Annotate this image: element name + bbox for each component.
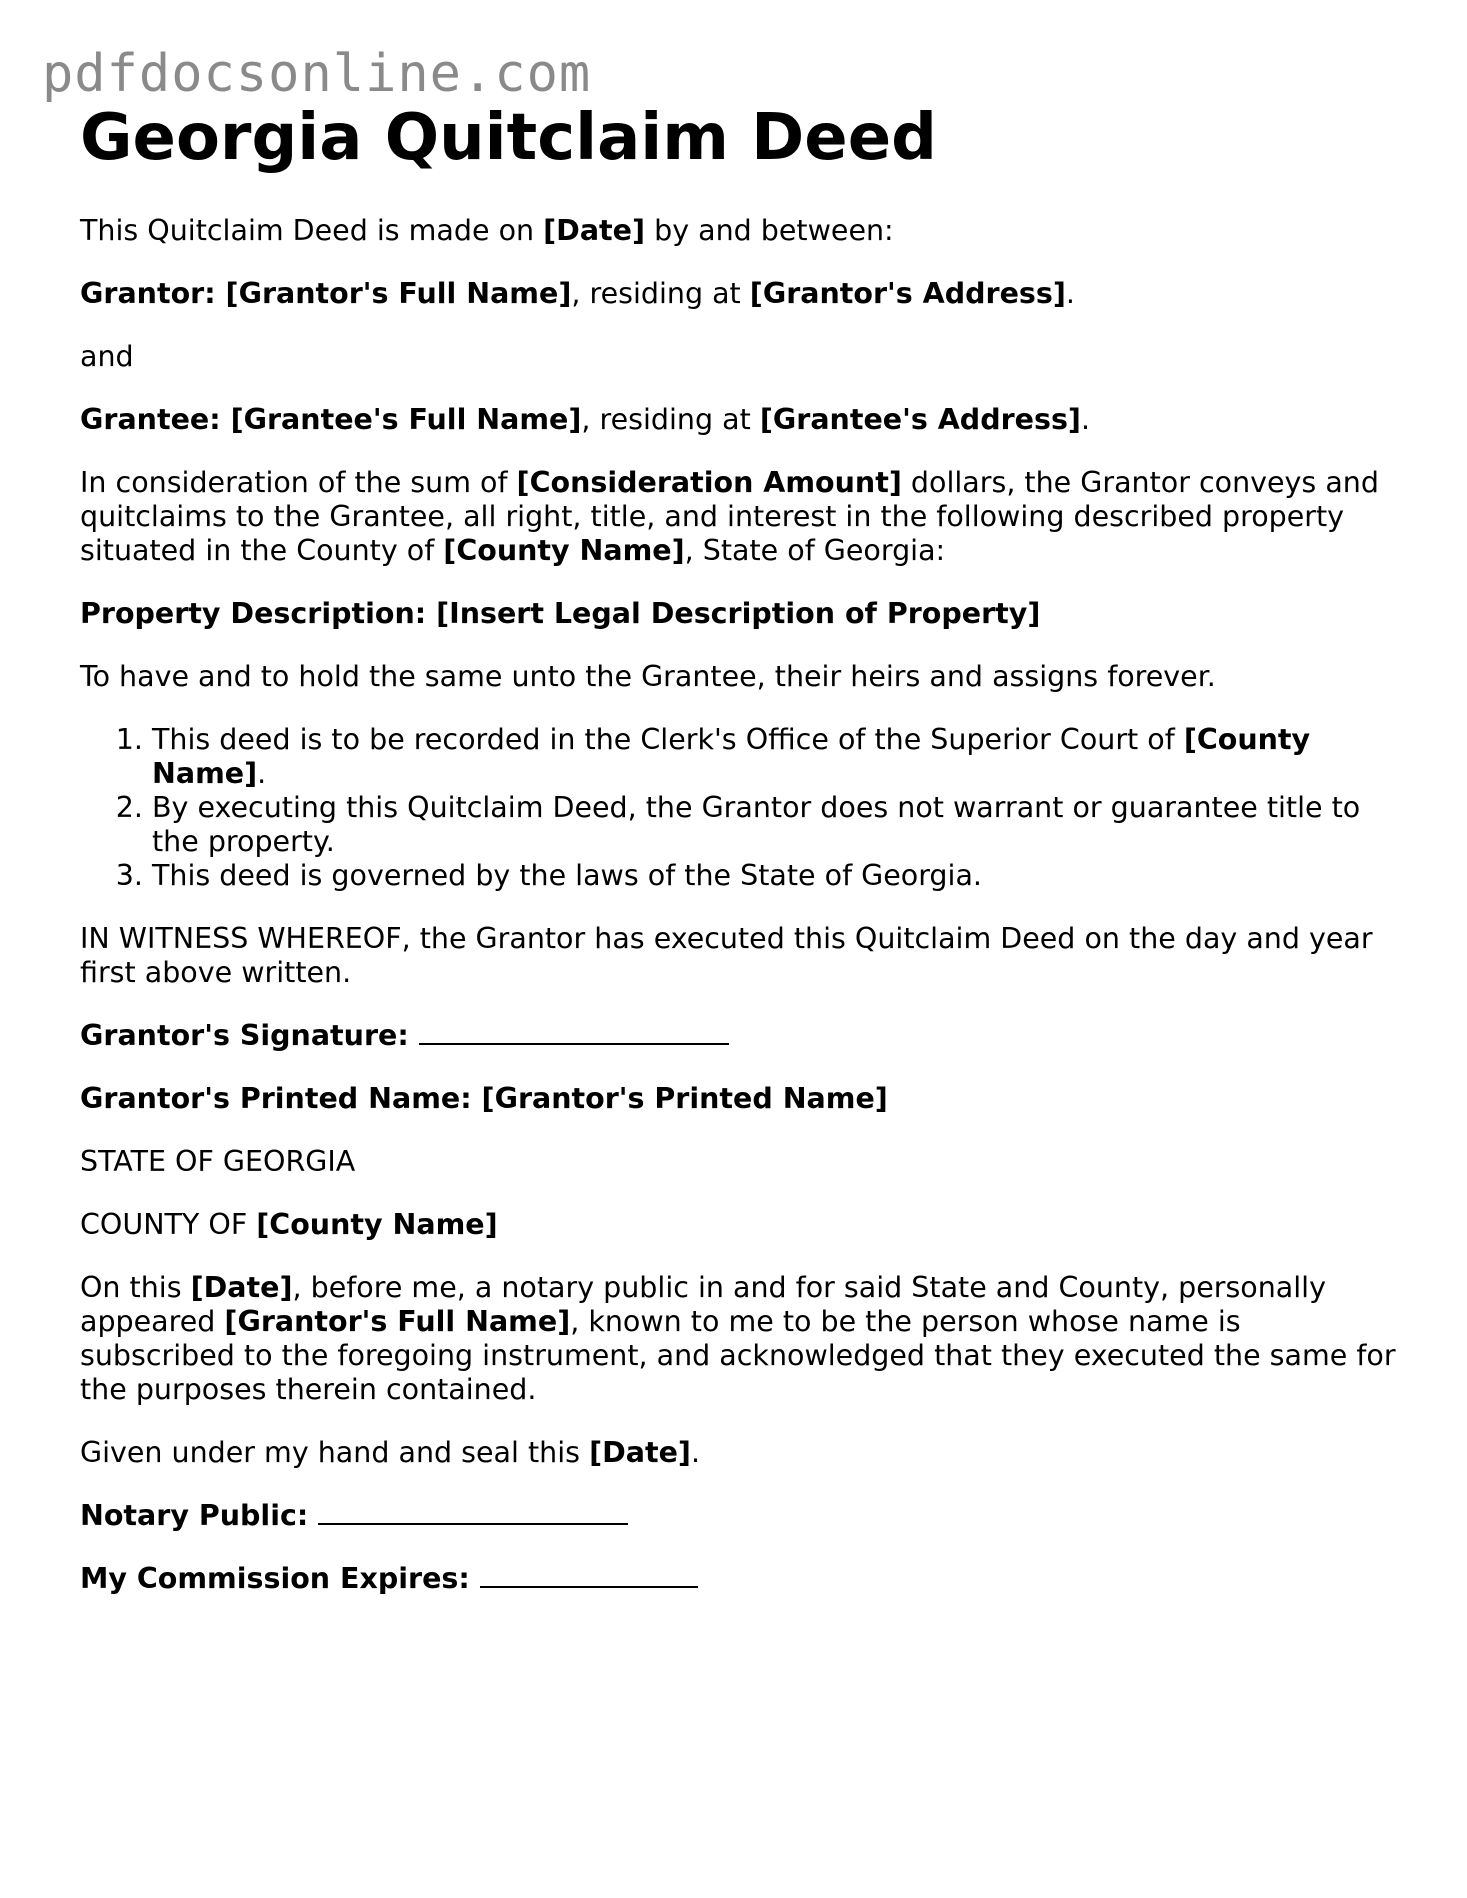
- grantor-paragraph: [80, 277, 1400, 311]
- ack-text-3: , known to me to be the person whose name is subscribed to the foregoing instrument, and acknowledged that they executed the same for the purposes therein contained.: [80, 1305, 1396, 1406]
- given-date: [Date]: [589, 1436, 691, 1469]
- intro-text: This Quitclaim Deed is made on: [80, 214, 544, 247]
- intro-paragraph: [80, 214, 1400, 248]
- clause-item: 2. By executing this Quitclaim Deed, the Grantor does not warrant or guarantee title to the property.: [152, 791, 1400, 859]
- ack-text-2: , before me, a notary public in and for said State and County, personally appeared: [80, 1271, 1326, 1338]
- grantee-address: [Grantee's Address]: [759, 403, 1081, 436]
- county-line-name: [County Name]: [256, 1208, 498, 1241]
- grantee-residing: , residing at: [581, 403, 760, 436]
- clause-1-period: .: [257, 757, 267, 790]
- intro-date: [Date]: [543, 214, 646, 247]
- given-paragraph: [80, 1436, 1400, 1470]
- witness-paragraph: IN WITNESS WHEREOF, the Grantor has executed this Quitclaim Deed on the day and year first above written.: [80, 922, 1373, 989]
- given-period: .: [690, 1436, 701, 1469]
- county-line-label: COUNTY OF: [80, 1208, 257, 1241]
- ack-date: [Date]: [190, 1271, 293, 1304]
- property-description: [80, 597, 1400, 631]
- signature-blank[interactable]: [419, 1019, 729, 1045]
- printed-name-label: Grantor's Printed Name: [Grantor's Printed Name]: [80, 1082, 888, 1115]
- ack-name: [Grantor's Full Name]: [224, 1305, 571, 1338]
- grantor-period: .: [1065, 277, 1075, 310]
- signature-label: Grantor's Signature:: [80, 1019, 419, 1052]
- given-text: Given under my hand and seal this: [80, 1436, 590, 1469]
- consideration-amount: [Consideration Amount]: [516, 466, 902, 499]
- consideration-text-end: , State of Georgia:: [684, 534, 946, 567]
- grantee-label: Grantee: [Grantee's Full Name]: [80, 403, 582, 436]
- county-line: [80, 1208, 1400, 1242]
- clause-item: [152, 723, 1400, 791]
- consideration-text-mid: dollars, the Grantor conveys and quitclaims to the Grantee, all right, title, and interest in the following described property situated in the County of: [80, 466, 1379, 567]
- consideration-text: In consideration of the sum of: [80, 466, 517, 499]
- notary-label: Notary Public:: [80, 1499, 319, 1532]
- clause-item: 3. This deed is governed by the laws of the State of Georgia.: [152, 859, 1400, 893]
- property-description-label: Property Description: [Insert Legal Description of Property]: [80, 597, 1041, 630]
- notary-line: [80, 1499, 1400, 1533]
- document-title: Georgia Quitclaim Deed: [80, 101, 937, 175]
- intro-text-end: by and between:: [645, 214, 894, 247]
- consideration-paragraph: [80, 466, 1400, 568]
- notary-blank[interactable]: [318, 1499, 628, 1525]
- document-page: [80, 98, 1400, 1625]
- ack-text-1: On this: [80, 1271, 191, 1304]
- state-line: STATE OF GEORGIA: [80, 1145, 356, 1178]
- commission-label: My Commission Expires:: [80, 1562, 480, 1595]
- printed-name-line: [80, 1082, 1400, 1116]
- consideration-county: [County Name]: [443, 534, 685, 567]
- grantor-residing: , residing at: [571, 277, 750, 310]
- habendum-paragraph: To have and to hold the same unto the Grantee, their heirs and assigns forever.: [80, 660, 1216, 693]
- clause-1-county: [County Name]: [152, 723, 1311, 790]
- clauses-list: [80, 723, 1400, 893]
- grantee-period: .: [1080, 403, 1090, 436]
- clause-1-text: This deed is to be recorded in the Clerk's Office of the Superior Court of: [152, 723, 1184, 756]
- grantor-label: Grantor: [Grantor's Full Name]: [80, 277, 572, 310]
- grantor-address: [Grantor's Address]: [749, 277, 1066, 310]
- and-paragraph: and: [80, 340, 134, 373]
- notary-acknowledgment: [80, 1271, 1400, 1407]
- watermark: pdfdocsonline.com: [42, 44, 592, 104]
- commission-line: [80, 1562, 1400, 1596]
- signature-line: [80, 1019, 1400, 1053]
- grantee-paragraph: [80, 403, 1400, 437]
- commission-blank[interactable]: [480, 1562, 698, 1588]
